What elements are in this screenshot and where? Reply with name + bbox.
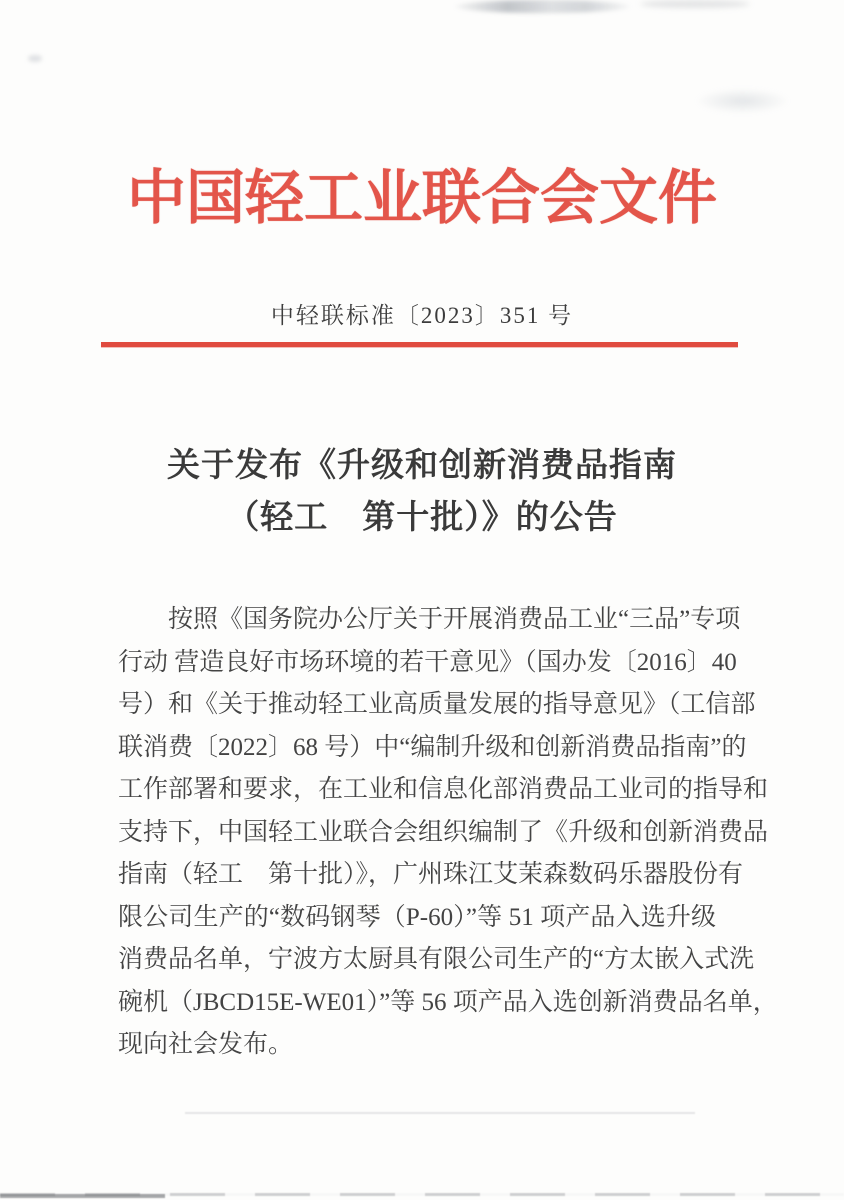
body-line: 号）和《关于推动轻工业高质量发展的指导意见》（工信部 [118, 691, 756, 718]
red-separator-line [101, 342, 738, 347]
scan-artifact-bottom-line [0, 1193, 844, 1196]
body-line: 碗机（JBCD15E-WE01）”等 56 项产品入选创新消费品名单， [118, 988, 778, 1016]
body-line: 行动 营造良好市场环境的若干意见》（国办发〔2016〕40 [118, 648, 737, 676]
scan-artifact-top-smudge [455, 0, 630, 13]
doc-number: 中轻联标准〔2023〕351 号 [270, 303, 574, 328]
announcement-title [0, 440, 844, 544]
body-line: 消费品名单，宁波方太厨具有限公司生产的“方太嵌入式洗 [118, 946, 755, 973]
body-line: 按照《国务院办公厅关于开展消费品工业“三品”专项 [168, 606, 741, 633]
body-paragraph [118, 599, 778, 1067]
scan-artifact-top-smudge-2 [640, 0, 750, 8]
body-line: 联消费〔2022〕68 号）中“编制升级和创新消费品指南”的 [118, 733, 747, 761]
org-title: 中国轻工业联合会文件 [126, 165, 717, 231]
scan-artifact-faint-line [185, 1112, 695, 1114]
scan-artifact-bottom-left-dash [0, 1194, 165, 1198]
body-line: 限公司生产的“数码钢琴（P-60）”等 51 项产品入选升级 [118, 903, 716, 931]
body-line: 支持下，中国轻工业联合会组织编制了《升级和创新消费品 [118, 818, 769, 846]
announcement-title-line2: （轻工 第十批）》的公告 [226, 500, 618, 536]
body-line: 工作部署和要求，在工业和信息化部消费品工业司的指导和 [118, 776, 769, 803]
scan-artifact-left-speck [28, 55, 42, 62]
body-line: 指南（轻工 第十批）》，广州珠江艾茉森数码乐器股份有 [118, 861, 744, 888]
scan-artifact-right-blob [695, 88, 790, 114]
body-line: 现向社会发布。 [118, 1031, 294, 1058]
announcement-title-line1: 关于发布《升级和创新消费品指南 [167, 448, 677, 484]
